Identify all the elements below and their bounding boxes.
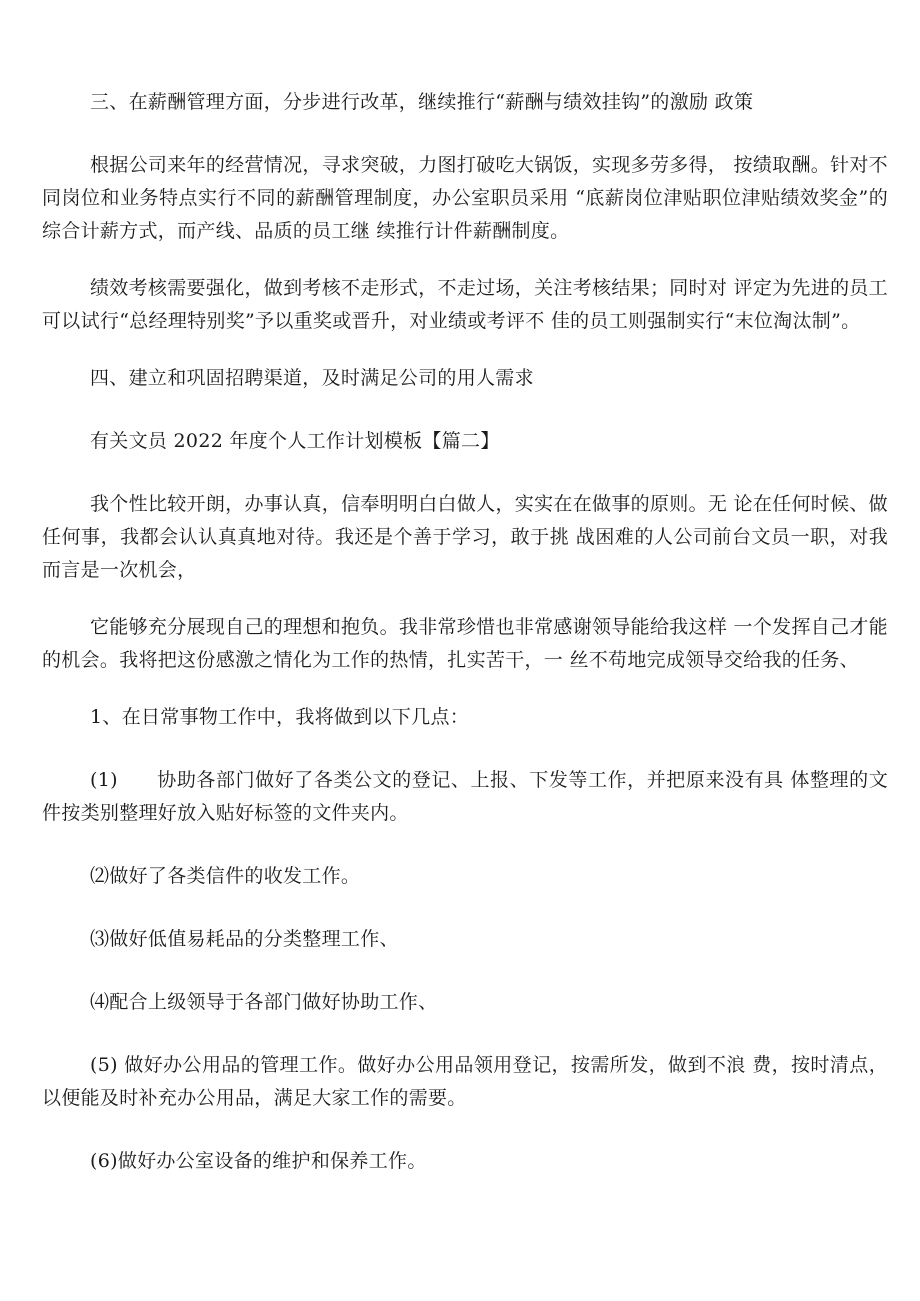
section-heading-recruitment: 四、建立和巩固招聘渠道，及时满足公司的用人需求 xyxy=(90,367,534,389)
list-item-4: ⑷配合上级领导于各部门做好协助工作、 xyxy=(90,991,438,1013)
section-heading-salary: 三、在薪酬管理方面，分步进行改革，继续推行“薪酬与绩效挂钩”的激励 政策 xyxy=(90,91,754,113)
list-item-3: ⑶做好低值易耗品的分类整理工作、 xyxy=(90,928,399,950)
list-item-2: ⑵做好了各类信件的收发工作。 xyxy=(90,865,361,887)
paragraph-performance: 绩效考核需要强化，做到考核不走形式，不走过场，关注考核结果；同时对 评定为先进的员工可以试行“总经理特别奖”予以重奖或晋升，对业绩或考评不 佳的员工则强制实行“末位淘汰制”。 xyxy=(42,277,888,332)
paragraph-salary-reform: 根据公司来年的经营情况，寻求突破，力图打破吃大锅饭，实现多劳多得， 按绩取酬。针对不同岗位和业务特点实行不同的薪酬管理制度，办公室职员采用 “底薪岗位津贴职位津贴绩效奖金”的综合计薪方式，而产线、品质的员工继 续推行计件薪酬制度。 xyxy=(42,154,888,242)
paragraph-personality: 我个性比较开朗，办事认真，信奉明明白白做人，实实在在做事的原则。无 论在任何时候、做任何事，我都会认认真真地对待。我还是个善于学习，敢于挑 战困难的人公司前台文员一职，对我而言是一次机会， xyxy=(42,493,888,581)
list-item-6: (6)做好办公室设备的维护和保养工作。 xyxy=(90,1150,427,1172)
list-item-1: (1) 协助各部门做好了各类公文的登记、上报、下发等工作，并把原来没有具 体整理的文件按类别整理好放入贴好标签的文件夹内。 xyxy=(42,769,888,824)
list-heading-daily-work: 1、在日常事物工作中，我将做到以下几点： xyxy=(90,706,470,728)
list-item-5: (5) 做好办公用品的管理工作。做好办公用品领用登记，按需所发，做到不浪 费，按时清点，以便能及时补充办公用品，满足大家工作的需要。 xyxy=(42,1054,888,1109)
paragraph-gratitude: 它能够充分展现自己的理想和抱负。我非常珍惜也非常感谢领导能给我这样 一个发挥自己才能的机会。我将把这份感激之情化为工作的热情，扎实苦干，一 丝不苟地完成领导交给我的任务、 xyxy=(42,616,888,671)
article-title-part-two: 有关文员 2022 年度个人工作计划模板【篇二】 xyxy=(90,430,500,452)
document-page xyxy=(42,86,888,1208)
